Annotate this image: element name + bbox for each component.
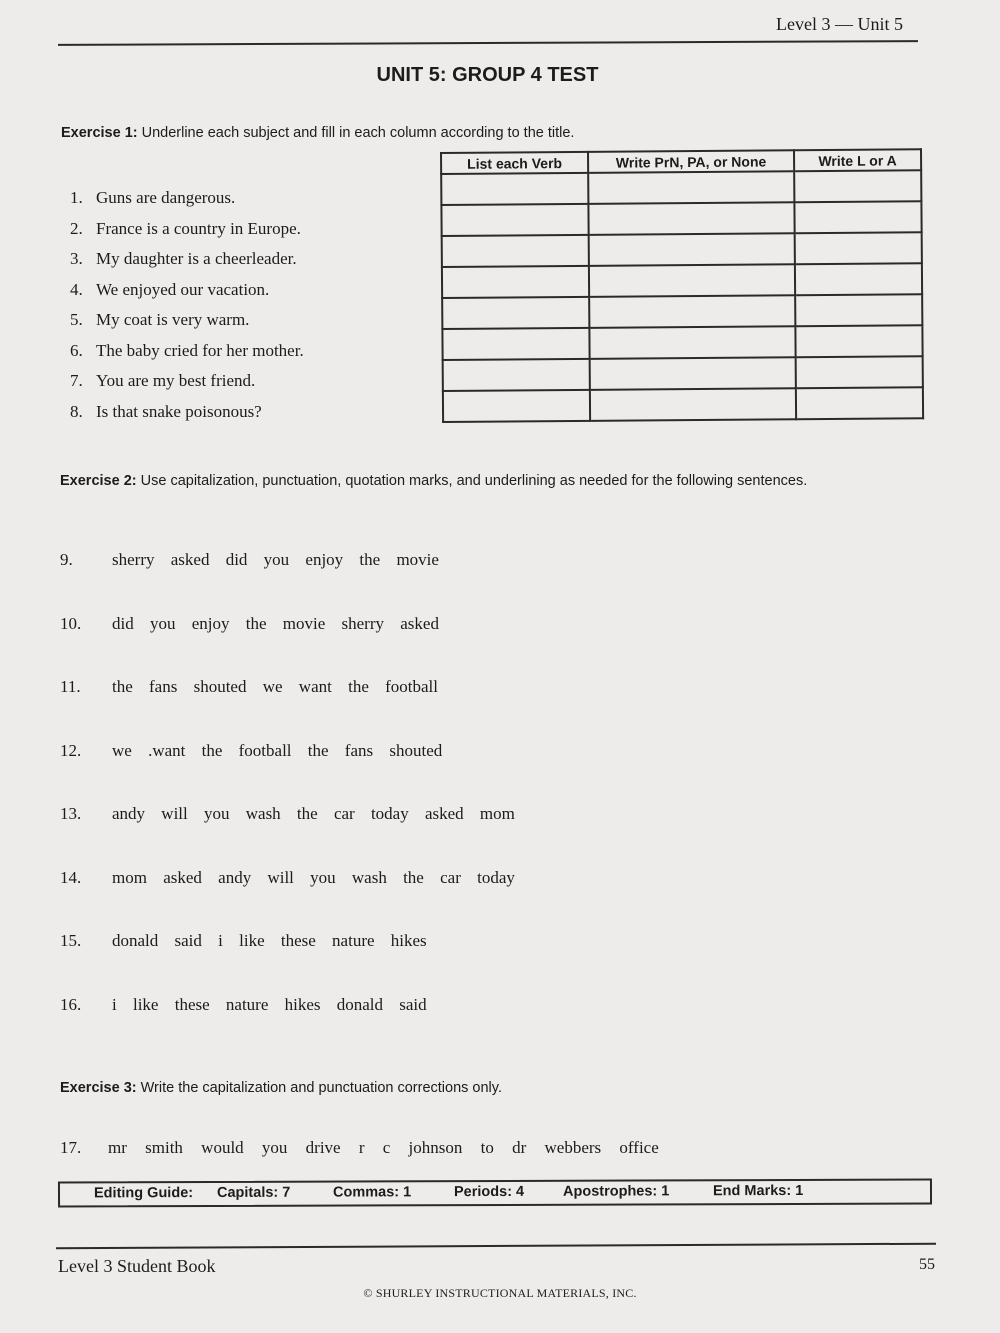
guide-commas: Commas: 1 (332, 1184, 412, 1201)
answer-row (442, 294, 922, 329)
exercise2-item: 15. donald said i like these nature hikes (60, 931, 427, 950)
answer-row (442, 232, 922, 267)
answer-cell[interactable] (588, 171, 794, 204)
answer-cell[interactable] (795, 325, 922, 357)
header-rule (58, 40, 918, 46)
answer-cell[interactable] (441, 204, 588, 236)
exercise1-instruction: Underline each subject and fill in each column according to the title. (141, 125, 575, 141)
answer-cell[interactable] (589, 326, 795, 359)
guide-apostrophes: Apostrophes: 1 (562, 1183, 670, 1200)
answer-cell[interactable] (795, 232, 922, 264)
answer-row (443, 356, 923, 391)
editing-guide-label: Editing Guide: (93, 1185, 194, 1202)
sentence-item: 5. My coat is very warm. (70, 310, 250, 329)
sentence-item: 6. The baby cried for her mother. (70, 340, 304, 360)
answer-cell[interactable] (796, 387, 923, 419)
exercise2-item: 14. mom asked andy will you wash the car today (60, 867, 515, 887)
answer-row (441, 201, 921, 236)
exercise3-label: Exercise 3: (60, 1080, 137, 1096)
answer-cell[interactable] (442, 297, 589, 329)
level-unit-header: Level 3 — Unit 5 (776, 14, 903, 34)
sentence-item: 4. We enjoyed our vacation. (70, 279, 270, 299)
answer-cell[interactable] (795, 263, 922, 295)
exercise2-instruction: Use capitalization, punctuation, quotation marks, and underlining as needed for the following sentences. (140, 473, 808, 489)
header-prn-pa: Write PrN, PA, or None (588, 150, 794, 173)
answer-cell[interactable] (588, 202, 794, 235)
answer-cell[interactable] (442, 328, 589, 360)
exercise2-item: 16. i like these nature hikes donald said (60, 994, 427, 1014)
exercise2-item: 11. the fans shouted we want the football (60, 677, 438, 696)
answer-row (443, 387, 923, 422)
guide-periods: Periods: 4 (453, 1183, 525, 1201)
answer-cell[interactable] (589, 264, 795, 297)
exercise3-item: 17. mr smith would you drive r c johnson to dr webbers office (60, 1138, 659, 1157)
exercise2-label: Exercise 2: (60, 473, 137, 489)
answer-cell[interactable] (795, 294, 922, 326)
answer-cell[interactable] (442, 235, 589, 267)
copyright-notice: © SHURLEY INSTRUCTIONAL MATERIALS, INC. (363, 1286, 637, 1300)
footer-rule (56, 1243, 936, 1250)
answer-cell[interactable] (794, 201, 921, 233)
sentence-item: 3. My daughter is a cheerleader. (70, 249, 297, 268)
sentence-item: 8. Is that snake poisonous? (70, 401, 262, 421)
exercise3-heading (60, 1080, 502, 1096)
exercise2-item: 9. sherry asked did you enjoy the movie (60, 550, 439, 569)
exercise2-item: 12. we .want the football the fans shouted (60, 740, 443, 760)
exercise1-heading (61, 125, 574, 141)
exercise1-answer-table (440, 148, 924, 423)
exercise2-item-list (60, 550, 515, 1058)
guide-capitals: Capitals: 7 (216, 1184, 291, 1201)
answer-cell[interactable] (590, 357, 796, 390)
page-title: UNIT 5: GROUP 4 TEST (376, 64, 599, 86)
exercise2-heading (60, 473, 807, 489)
answer-cell[interactable] (794, 170, 921, 202)
exercise3-instruction: Write the capitalization and punctuation corrections only. (140, 1080, 502, 1096)
page-number: 55 (919, 1256, 935, 1273)
footer-book-title: Level 3 Student Book (58, 1256, 216, 1276)
header-verb: List each Verb (441, 152, 588, 174)
sentence-item: 7. You are my best friend. (70, 371, 256, 390)
answer-row (442, 325, 922, 360)
answer-row (441, 170, 921, 205)
editing-guide-box (58, 1178, 932, 1207)
header-l-or-a: Write L or A (794, 149, 921, 171)
exercise2-item: 10. did you enjoy the movie sherry asked (60, 613, 439, 633)
answer-cell[interactable] (443, 390, 590, 422)
exercise1-sentence-list (70, 188, 304, 432)
exercise1-label: Exercise 1: (61, 125, 138, 141)
answer-cell[interactable] (796, 356, 923, 388)
answer-cell[interactable] (589, 233, 795, 266)
exercise2-item: 13. andy will you wash the car today asked mom (60, 804, 515, 823)
answer-cell[interactable] (589, 295, 795, 328)
answer-cell[interactable] (441, 173, 588, 205)
answer-cell[interactable] (443, 359, 590, 391)
answer-cell[interactable] (590, 388, 796, 421)
answer-cell[interactable] (442, 266, 589, 298)
answer-row (442, 263, 922, 298)
guide-end-marks: End Marks: 1 (712, 1182, 804, 1200)
sentence-item: 1. Guns are dangerous. (70, 188, 236, 207)
sentence-item: 2. France is a country in Europe. (70, 218, 301, 238)
